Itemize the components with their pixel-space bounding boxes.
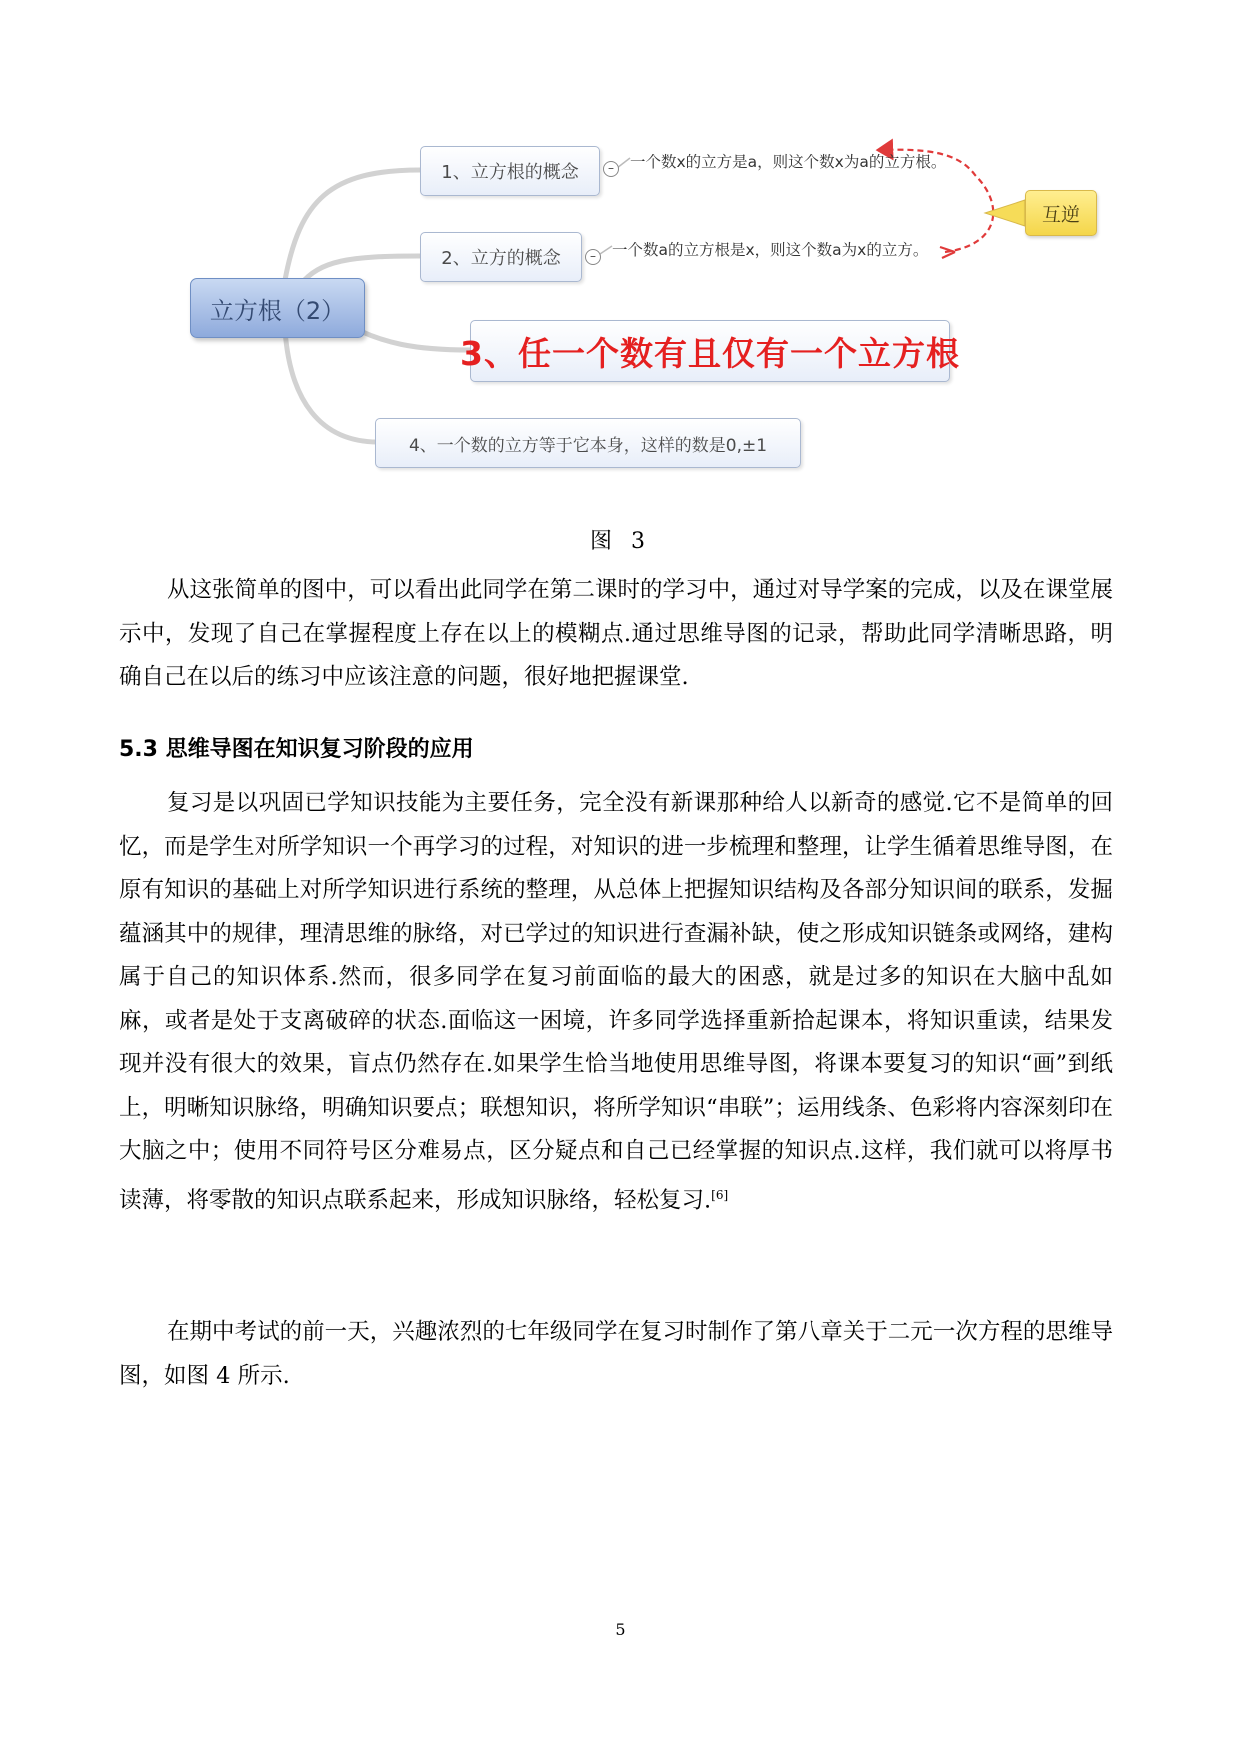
mindmap-branch-4	[375, 418, 801, 468]
callout-pointer	[985, 200, 1025, 226]
mindmap-root-node	[190, 278, 365, 338]
mindmap-branch-3	[460, 320, 960, 382]
figure-caption: 图 3	[590, 529, 651, 554]
callout-label: 互逆	[1041, 203, 1080, 226]
citation-marker: [6]	[711, 1187, 729, 1202]
section-heading: 5.3 思维导图在知识复习阶段的应用	[119, 737, 474, 762]
paragraph-3: 在期中考试的前一天，兴趣浓烈的七年级同学在复习时制作了第八章关于二元一次方程的思维导图，如图 4 所示.	[119, 1319, 1113, 1389]
branch-1-detail: 一个数x的立方是a，则这个数x为a的立方根。	[630, 153, 947, 171]
connector-detail1	[617, 158, 630, 168]
collapse-icon[interactable]: –	[603, 161, 619, 177]
paragraph-2	[119, 782, 1113, 1223]
branch-2-detail: 一个数a的立方根是x，则这个数a为x的立方。	[612, 241, 929, 259]
branch-4-label: 4、一个数的立方等于它本身，这样的数是0,±1	[408, 435, 768, 456]
paragraph-2-text: 复习是以巩固已学知识技能为主要任务，完全没有新课那种给人以新奇的感觉.它不是简单的回忆，而是学生对所学知识一个再学习的过程，对知识的进一步梳理和整理，让学生循着思维导图，在原有知识的基础上对所学知识进行系统的整理，从总体上把握知识结构及各部分知识间的联系，发掘蕴涵其中的规律，理清思维的脉络，对已学过的知识进行查漏补缺，使之形成知识链条或网络，建构属于自己的知识体系.然而，很多同学在复习前面临的最大的困惑，就是过多的知识在大脑中乱如麻，或者是处于支离破碎的状态.面临这一困境，许多同学选择重新拾起课本，将知识重读，结果发现并没有很大的效果，盲点仍然存在.如果学生恰当地使用思维导图，将课本要复习的知识“画”到纸上，明晰知识脉络，明确知识要点；联想知识，将所学知识“串联”；运用线条、色彩将内容深刻印在大脑之中；使用不同符号区分难易点，区分疑点和自己已经掌握的知识点.这样，我们就可以将厚书读薄，将零散的知识点联系起来，形成知识脉络，轻松复习.	[119, 790, 1113, 1213]
paragraph-1: 从这张简单的图中，可以看出此同学在第二课时的学习中，通过对导学案的完成，以及在课堂展示中，发现了自己在掌握程度上存在以上的模糊点.通过思维导图的记录，帮助此同学清晰思路，明确自己在以后的练习中应该注意的问题，很好地把握课堂.	[119, 577, 1113, 690]
connector-branch1	[285, 170, 420, 280]
mindmap-branch-2	[420, 232, 582, 282]
page-number: 5	[615, 1620, 626, 1639]
collapse-icon[interactable]: –	[585, 249, 601, 265]
branch-3-label: 3、任一个数有且仅有一个立方根	[460, 333, 960, 373]
mind-map-figure	[0, 0, 1241, 520]
callout-node	[1025, 190, 1097, 236]
mindmap-root-label: 立方根（2）	[209, 296, 346, 325]
connector-branch4	[285, 330, 378, 442]
branch-1-label: 1、立方根的概念	[441, 162, 579, 183]
mindmap-branch-1	[420, 146, 600, 196]
branch-2-label: 2、立方的概念	[441, 248, 561, 269]
